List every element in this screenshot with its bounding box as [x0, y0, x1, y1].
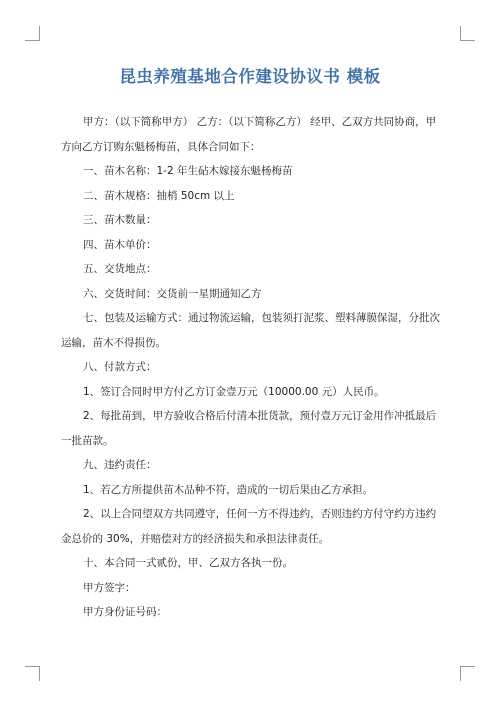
party-a-signature-line: 甲方签字：	[83, 581, 136, 594]
clause-2: 二、苗木规格：抽梢 50cm 以上	[83, 189, 235, 202]
party-a-id-line: 甲方身份证号码：	[83, 606, 167, 618]
clause-9-item-1: 1、若乙方所提供苗木品种不符，造成的一切后果由乙方承担。	[83, 483, 374, 496]
clause-5: 五、交货地点：	[83, 263, 157, 275]
document-title: 昆虫养殖基地合作建设协议书 模板	[119, 67, 381, 86]
clause-9: 九、违约责任：	[83, 459, 157, 471]
clause-4: 四、苗木单价：	[83, 238, 157, 251]
clause-1: 一、苗木名称：1-2 年生砧木嫁接东魁杨梅苗	[83, 165, 293, 177]
clause-10: 十、本合同一式贰份，甲、乙双方各执一份。	[83, 557, 293, 569]
crop-mark-bottom-right	[460, 666, 475, 681]
clause-6: 六、交货时间：交货前一星期通知乙方	[83, 287, 262, 300]
clause-8: 八、付款方式：	[83, 361, 157, 373]
crop-mark-bottom-left	[25, 666, 40, 681]
document-body	[61, 110, 441, 625]
clause-8-item-1: 1、签订合同时甲方付乙方订金壹万元（10000.00 元）人民币。	[83, 385, 385, 398]
clause-9-item-2: 2、以上合同望双方共同遵守，任何一方不得违约，否则违约方付守约方违约金总价的 30%，并赔偿对方的经济损失和承担法律责任。	[61, 508, 437, 545]
clause-8-item-2: 2、每批苗到，甲方验收合格后付清本批货款，预付壹万元订金用作冲抵最后一批苗款。	[61, 410, 437, 447]
paragraph-intro: 甲方：（以下简称甲方） 乙方：（以下简称乙方） 经甲、乙双方共同协商，甲方向乙方订购东魁杨梅苗，具体合同如下：	[61, 116, 437, 153]
clause-7: 七、包装及运输方式：通过物流运输，包装须打泥浆、塑料薄膜保湿，分批次运输，苗木不得损伤。	[61, 312, 440, 349]
clause-3: 三、苗木数量：	[83, 214, 157, 226]
crop-mark-top-right	[460, 26, 475, 41]
crop-mark-top-left	[25, 26, 40, 41]
